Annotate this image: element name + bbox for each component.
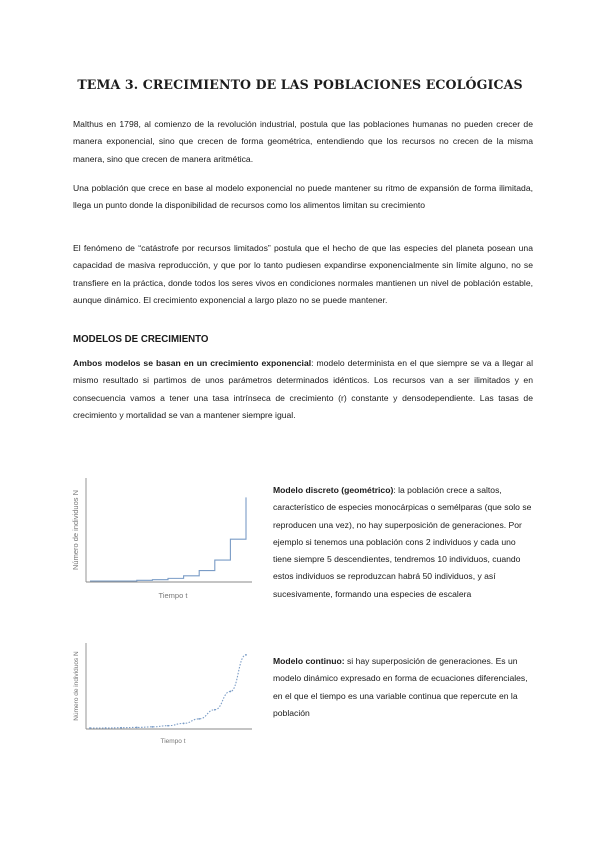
- data-point: [89, 727, 91, 729]
- models-intro-bold: Ambos modelos se basan en un crecimiento exponencial: [73, 358, 312, 368]
- continuous-model-label: Modelo continuo:: [273, 656, 345, 666]
- data-point: [167, 725, 169, 727]
- data-point: [245, 654, 247, 656]
- x-axis-label: Tiempo t: [158, 591, 188, 600]
- section-heading: MODELOS DE CRECIMIENTO: [73, 334, 209, 345]
- continuous-chart-svg: [66, 637, 256, 757]
- discrete-chart-svg: [66, 470, 256, 610]
- discrete-model-description: [273, 482, 535, 603]
- paragraph-models-intro: [73, 355, 533, 424]
- data-point: [152, 726, 154, 728]
- data-point: [198, 718, 200, 720]
- continuous-growth-chart: [66, 637, 256, 757]
- paragraph-exponential-limit: Una población que crece en base al modelo exponencial no puede mantener su ritmo de expansión de forma ilimitada, llega un punto donde la disponibilidad de recursos como los alimentos limitan su crecimiento: [73, 183, 533, 211]
- paragraph-malthus: Malthus en 1798, al comienzo de la revolución industrial, postula que las poblaciones humanas no pueden crecer de manera exponencial, sino que crecen de forma geométrica, entendiendo que los recursos no crecen de la misma manera, sino que crecen de manera aritmética.: [73, 119, 533, 164]
- y-axis-label: Número de individuos N: [71, 489, 80, 571]
- models-intro-text: : modelo determinista en el que siempre se va a llegar al mismo resultado si partimos de unos parámetros determinados idénticos. Los recursos van a ser ilimitados y en consecuencia vamos a tener una tasa intrínseca de crecimiento (r) constante y densodependiente. Las tasas de crecimiento y mortalidad se van a mantener siempre igual.: [73, 358, 533, 420]
- series-line-2: [90, 655, 246, 728]
- data-point: [120, 727, 122, 729]
- data-point: [136, 727, 138, 729]
- y-axis-label: Número de individuos N: [73, 651, 80, 721]
- data-point: [214, 709, 216, 711]
- data-point: [230, 691, 232, 693]
- series-line-1: [90, 497, 246, 581]
- x-axis-label: Tiempo t: [160, 738, 186, 745]
- paragraph-catastrophe: El fenómeno de “catástrofe por recursos limitados” postula que el hecho de que las especies del planeta posean una capacidad de masiva reproducción, y que por lo tanto pudiesen expandirse exponencialmente sin límite alguno, no se transfiere en la práctica, donde todos los seres vivos en condiciones normales mantienen un nivel de población estable, aunque dinámico. El crecimiento exponencial a largo plazo no se puede mantener.: [73, 243, 533, 305]
- discrete-model-text: : la población crece a saltos, característico de especies monocárpicas o semélparas (que solo se reproducen una vez), no hay superposición de generaciones. Por ejemplo si tenemos una población cons 2 individuos y cada uno tiene siempre 5 descendientes, tendremos 10 individuos, cuando estos individuos se reproduzcan habrá 50 individuos, y así sucesivamente, formando una especies de escalera: [273, 485, 532, 599]
- discrete-model-label: Modelo discreto (geométrico): [273, 485, 394, 495]
- data-point: [183, 723, 185, 725]
- continuous-model-text: si hay superposición de generaciones. Es un modelo dinámico expresado en forma de ecuaciones diferenciales, en el que el tiempo es una variable continua que repercute en la población: [273, 656, 528, 718]
- discrete-growth-chart: [66, 470, 256, 610]
- continuous-model-description: [273, 653, 535, 722]
- data-point: [105, 727, 107, 729]
- page-title: TEMA 3. CRECIMIENTO DE LAS POBLACIONES ECOLÓGICAS: [77, 77, 523, 92]
